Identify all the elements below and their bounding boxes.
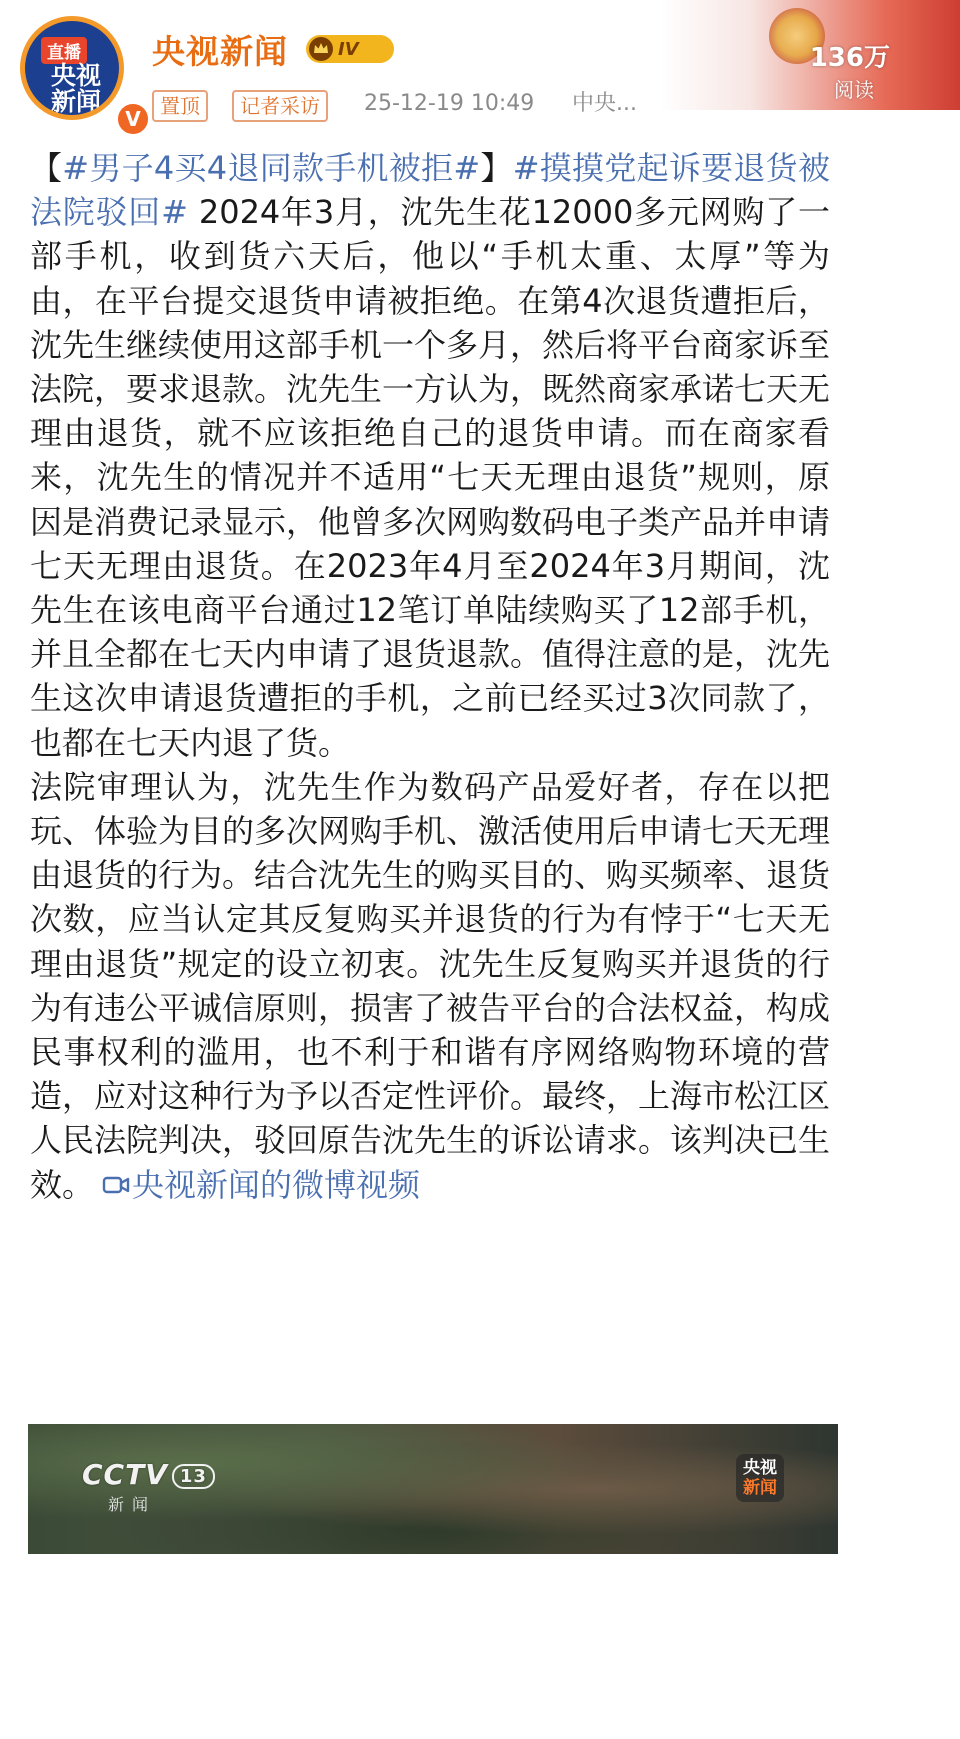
news-logo-line1: 央视 bbox=[743, 1458, 777, 1478]
news-logo-line2: 新闻 bbox=[743, 1478, 777, 1498]
avatar[interactable] bbox=[20, 16, 141, 131]
read-label: 阅读 bbox=[834, 78, 874, 102]
post-header bbox=[0, 0, 960, 150]
vip-level: IV bbox=[338, 38, 359, 60]
post-timestamp: 25-12-19 10:49 bbox=[364, 91, 535, 116]
cctv-channel-name: 新闻 bbox=[108, 1495, 157, 1514]
bracket-open: 【 bbox=[30, 149, 63, 187]
paragraph-2-text: 法院审理认为，沈先生作为数码产品爱好者，存在以把玩、体验为目的多次网购手机、激活使用后申请七天无理由退货的行为。结合沈先生的购买目的、购买频率、退货次数，应当认定其反复购买并退货的行为有悖于“七天无理由退货”规定的设立初衷。沈先生反复购买并退货的行为有违公平诚信原则，损害了被告平台的合法权益，构成民事权利的滥用，也不利于和谐有序网络购物环境的营造，应对这种行为予以否定性评价。最终，上海市松江区人民法院判决，驳回原告沈先生的诉讼请求。该判决已生效。 bbox=[30, 767, 831, 1204]
topic-link-2[interactable]: #摸摸党起诉要退货被法院驳回# bbox=[30, 149, 830, 232]
pinned-tag: 置顶 bbox=[152, 90, 208, 122]
avatar-text: 央视新闻 bbox=[50, 61, 101, 115]
account-name[interactable]: 央视新闻 bbox=[152, 32, 288, 71]
reporter-interview-tag[interactable]: 记者采访 bbox=[232, 90, 328, 122]
post-paragraph-1 bbox=[30, 146, 830, 765]
topic-link-1[interactable]: #男子4买4退同款手机被拒# bbox=[62, 149, 481, 187]
video-icon bbox=[102, 1174, 130, 1196]
crown-icon bbox=[308, 36, 334, 62]
bracket-close: 】 bbox=[480, 149, 513, 187]
paragraph-1-text: 2024年3月，沈先生花12000多元网购了一部手机，收到货六天后，他以“手机太重、太厚”等为由，在平台提交退货申请被拒绝。在第4次退货遭拒后，沈先生继续使用这部手机一个多月，然后将平台商家诉至法院，要求退款。沈先生一方认为，既然商家承诺七天无理由退货，就不应该拒绝自己的退货申请。而在商家看来，沈先生的情况并不适用“七天无理由退货”规则，原因是消费记录显示，他曾多次网购数码电子类产品并申请七天无理由退货。在2023年4月至2024年3月期间，沈先生在该电商平台通过12笔订单陆续购买了12部手机，并且全都在七天内申请了退货退款。值得注意的是，沈先生这次申请退货遭拒的手机，之前已经买过3次同款了，也都在七天内退了货。 bbox=[30, 193, 831, 762]
post-source: 中央... bbox=[572, 91, 637, 116]
read-count: 136万 bbox=[809, 43, 890, 73]
post-paragraph-2 bbox=[30, 765, 830, 1207]
video-thumbnail[interactable] bbox=[28, 1424, 838, 1554]
cctv-logo-text: CCTV bbox=[82, 1458, 168, 1491]
avatar-image bbox=[25, 21, 119, 115]
live-badge: 直播 bbox=[41, 37, 87, 64]
post-body bbox=[30, 146, 830, 1207]
vip-badge[interactable] bbox=[306, 35, 394, 63]
cctv-logo bbox=[82, 1458, 215, 1491]
cctv-channel-number: 13 bbox=[172, 1464, 215, 1489]
video-link[interactable]: 央视新闻的微博视频 bbox=[132, 1165, 421, 1204]
verified-icon: V bbox=[116, 102, 150, 136]
news-corner-logo bbox=[736, 1454, 784, 1502]
